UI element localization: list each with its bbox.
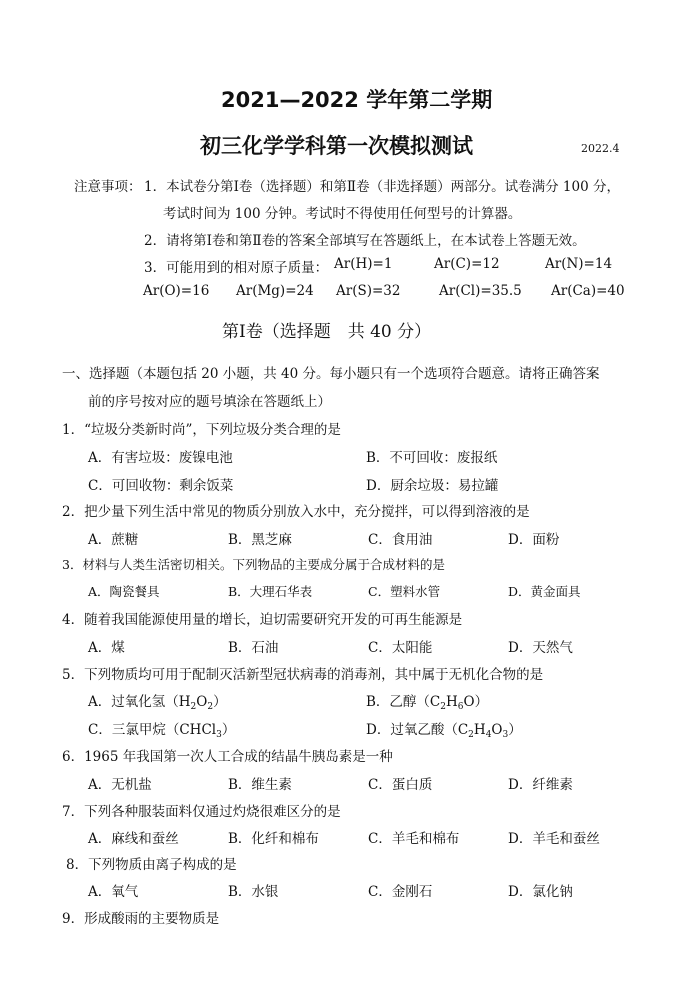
atomic-mass: Ar(O)=16 xyxy=(143,283,210,299)
section-intro: 一、选择题（本题包括 20 小题，共 40 分。每小题只有一个选项符合题意。请将正确答案 xyxy=(62,366,600,382)
option: D．天然气 xyxy=(508,640,573,656)
question-8: 8．下列物质由离子构成的是 xyxy=(66,857,237,873)
option: A．煤 xyxy=(88,640,125,656)
atomic-mass: Ar(H)=1 xyxy=(334,256,393,272)
option: D．面粉 xyxy=(508,532,560,548)
option-label: D．过氧乙酸（ xyxy=(366,722,458,738)
option: C．太阳能 xyxy=(368,640,433,656)
question-3: 3．材料与人类生活密切相关。下列物品的主要成分属于合成材料的是 xyxy=(62,557,445,572)
formula: CHCl$_3$ xyxy=(179,722,222,740)
formula: $H_2O_2$ xyxy=(178,694,214,712)
option: C．食用油 xyxy=(368,532,433,548)
option: D．黄金面具 xyxy=(508,584,581,599)
formula: $C_2H_6O$ xyxy=(429,694,475,712)
option: B．维生素 xyxy=(228,777,292,793)
option: C．金刚石 xyxy=(368,884,433,900)
atomic-mass: Ar(C)=12 xyxy=(434,256,500,272)
option: B．化纤和棉布 xyxy=(228,831,319,847)
atomic-mass: Ar(Mg)=24 xyxy=(236,283,314,299)
atomic-mass: Ar(Cl)=35.5 xyxy=(439,283,522,299)
option-label: B．乙醇（ xyxy=(366,694,430,710)
option: B．黑芝麻 xyxy=(228,532,292,548)
option: C．塑料水管 xyxy=(368,584,441,599)
question-7: 7．下列各种服装面料仅通过灼烧很难区分的是 xyxy=(62,804,341,820)
question-4: 4．随着我国能源使用量的增长，迫切需要研究开发的可再生能源是 xyxy=(62,612,463,628)
option-c: C．三氯甲烷（CHCl$_3$） xyxy=(88,722,236,740)
option-b: B．乙醇$(C_2H_6O)$ xyxy=(366,694,489,712)
option: D．纤维素 xyxy=(508,777,573,793)
option-label: A．过氧化氢（ xyxy=(88,694,179,710)
option: D．羊毛和蚕丝 xyxy=(508,831,600,847)
option: D．氯化钠 xyxy=(508,884,573,900)
atomic-mass: Ar(N)=14 xyxy=(545,256,613,272)
option-d: D．过氧乙酸$(C_2H_4O_3)$ xyxy=(366,722,522,740)
note-1b: 考试时间为 100 分钟。考试时不得使用任何型号的计算器。 xyxy=(163,206,522,222)
option: A．氧气 xyxy=(88,884,139,900)
option: A．有害垃圾：废镍电池 xyxy=(88,450,233,466)
notes-label: 注意事项： xyxy=(74,179,142,195)
option: A．蔗糖 xyxy=(88,532,139,548)
option: B．水银 xyxy=(228,884,279,900)
note-3: 3．可能用到的相对原子质量： xyxy=(144,260,329,276)
section-title: 第Ⅰ卷（选择题 共 40 分） xyxy=(222,322,432,342)
option: C．蛋白质 xyxy=(368,777,433,793)
option-label: C．三氯甲烷（ xyxy=(88,722,180,738)
atomic-mass: Ar(S)=32 xyxy=(336,283,401,299)
option: B．不可回收：废报纸 xyxy=(366,450,498,466)
option: A．麻线和蚕丝 xyxy=(88,831,179,847)
question-2: 2．把少量下列生活中常见的物质分别放入水中，充分搅拌，可以得到溶液的是 xyxy=(62,504,530,520)
question-5: 5．下列物质均可用于配制灭活新型冠状病毒的消毒剂，其中属于无机化合物的是 xyxy=(62,667,544,683)
option: C．羊毛和棉布 xyxy=(368,831,460,847)
exam-title-line2: 初三化学学科第一次模拟测试 xyxy=(200,134,473,158)
note-1a: 1．本试卷分第Ⅰ卷（选择题）和第Ⅱ卷（非选择题）两部分。试卷满分 100 分， xyxy=(144,179,620,195)
section-intro-cont: 前的序号按对应的题号填涂在答题纸上） xyxy=(88,394,331,410)
option: C．可回收物：剩余饭菜 xyxy=(88,478,234,494)
option: A．陶瓷餐具 xyxy=(88,584,160,599)
note-2: 2．请将第Ⅰ卷和第Ⅱ卷的答案全部填写在答题纸上，在本试卷上答题无效。 xyxy=(144,233,586,249)
exam-title-line1: 2021—2022 学年第二学期 xyxy=(221,88,493,112)
option: B．大理石华表 xyxy=(228,584,313,599)
atomic-mass: Ar(Ca)=40 xyxy=(551,283,625,299)
formula: $C_2H_4O_3$ xyxy=(457,722,509,740)
option: B．石油 xyxy=(228,640,279,656)
option-a: A．过氧化氢$(H_2O_2)$ xyxy=(88,694,227,712)
question-6: 6．1965 年我国第一次人工合成的结晶牛胰岛素是一种 xyxy=(62,749,393,765)
question-1: 1．“垃圾分类新时尚”，下列垃圾分类合理的是 xyxy=(62,422,341,438)
option: A．无机盐 xyxy=(88,777,152,793)
exam-date: 2022.4 xyxy=(581,142,620,155)
question-9: 9．形成酸雨的主要物质是 xyxy=(62,911,220,927)
option: D．厨余垃圾：易拉罐 xyxy=(366,478,499,494)
